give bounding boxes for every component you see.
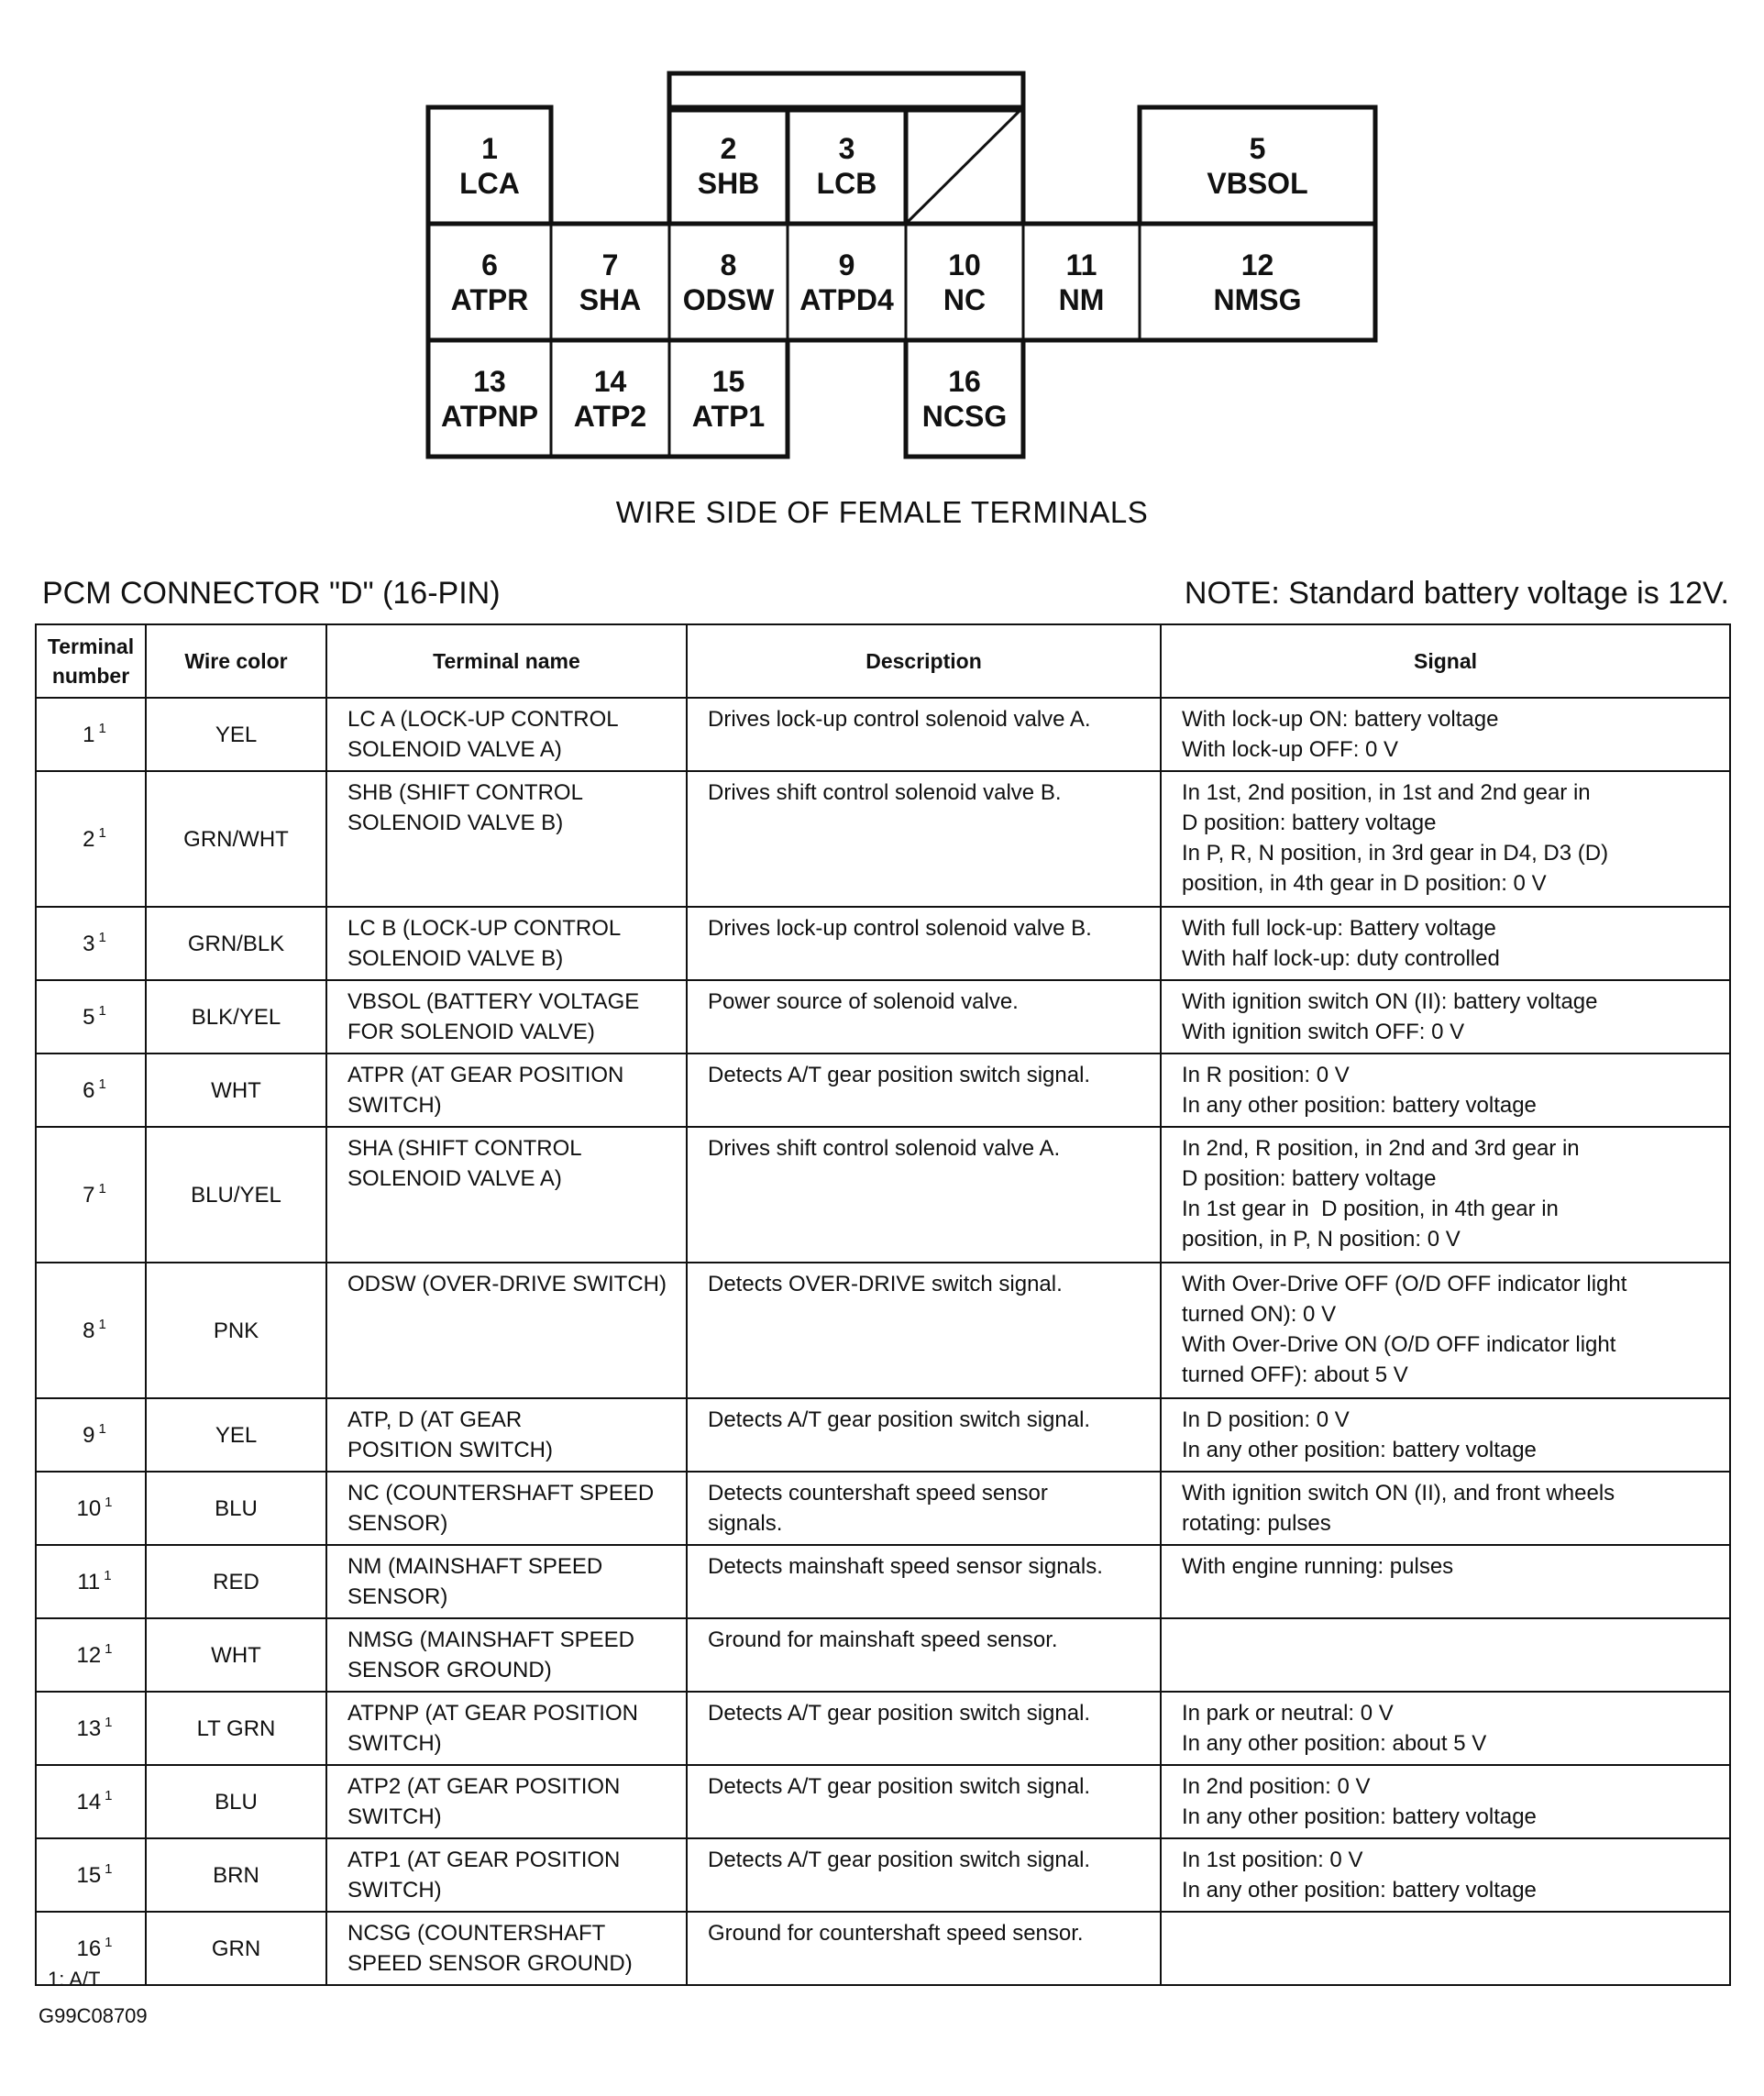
signal-line: turned OFF): about 5 V <box>1182 1362 1408 1387</box>
terminal-code: ATPNP <box>440 399 539 433</box>
footnote-mark: 1 <box>105 1494 113 1510</box>
terminal-3 <box>788 107 906 224</box>
terminal-name-cell <box>326 1054 687 1127</box>
terminal-number: 14 <box>593 364 627 398</box>
header-signal: Signal <box>1161 624 1730 698</box>
footnote-mark: 1 <box>105 1860 113 1877</box>
signal-line: In 2nd position: 0 V <box>1182 1774 1371 1799</box>
terminal-name-line: FOR SOLENOID VALVE) <box>347 1020 595 1044</box>
terminal-number-cell <box>36 1692 146 1765</box>
footnote-mark: 1 <box>98 1420 106 1437</box>
table-row <box>36 1618 1730 1692</box>
description-cell <box>687 698 1161 771</box>
header-terminal-number <box>36 624 146 698</box>
signal-line: With half lock-up: duty controlled <box>1182 946 1500 971</box>
signal-line: With lock-up OFF: 0 V <box>1182 737 1399 762</box>
signal-cell <box>1161 1692 1730 1765</box>
table-row <box>36 1912 1730 1985</box>
signal-cell <box>1161 1398 1730 1472</box>
terminal-name-line: SENSOR) <box>347 1511 448 1536</box>
signal-line: In any other position: battery voltage <box>1182 1438 1537 1462</box>
terminal-number: 16 <box>76 1936 102 1961</box>
voltage-note: NOTE: Standard battery voltage is 12V. <box>1184 576 1729 611</box>
signal-line: In 2nd, R position, in 2nd and 3rd gear in <box>1182 1136 1580 1161</box>
signal-line: In any other position: battery voltage <box>1182 1804 1537 1829</box>
description-cell <box>687 1263 1161 1398</box>
connector-caption: WIRE SIDE OF FEMALE TERMINALS <box>615 495 1149 529</box>
terminal-name-line: SWITCH) <box>347 1878 442 1903</box>
terminal-number: 11 <box>77 1569 101 1594</box>
terminal-name-line: SOLENOID VALVE B) <box>347 811 564 835</box>
terminal-9 <box>788 224 906 340</box>
terminal-name-line: SOLENOID VALVE A) <box>347 737 562 762</box>
description-line: signals. <box>708 1511 783 1536</box>
signal-cell <box>1161 907 1730 980</box>
terminal-number: 8 <box>83 1318 95 1343</box>
signal-line: rotating: pulses <box>1182 1511 1331 1536</box>
terminal-number-cell <box>36 1545 146 1618</box>
description-line: Drives lock-up control solenoid valve A. <box>708 707 1091 732</box>
terminal-name-line: ATPR (AT GEAR POSITION <box>347 1063 624 1087</box>
signal-line: In any other position: battery voltage <box>1182 1878 1537 1903</box>
terminal-6 <box>428 224 551 340</box>
terminal-number-cell <box>36 1472 146 1545</box>
table-row <box>36 1838 1730 1912</box>
description-cell <box>687 1472 1161 1545</box>
terminal-name-line: NMSG (MAINSHAFT SPEED <box>347 1627 634 1652</box>
description-line: Detects A/T gear position switch signal. <box>708 1774 1091 1799</box>
terminal-name-line: LC B (LOCK-UP CONTROL <box>347 916 622 941</box>
terminal-name-cell <box>326 1545 687 1618</box>
signal-line: In P, R, N position, in 3rd gear in D4, D3 (D) <box>1182 841 1609 866</box>
table-row <box>36 980 1730 1054</box>
terminal-name-line: SENSOR) <box>347 1584 448 1609</box>
description-cell <box>687 1545 1161 1618</box>
pin-table-body <box>36 698 1730 1985</box>
terminal-number: 13 <box>473 364 506 398</box>
terminal-number: 10 <box>76 1495 102 1521</box>
terminal-number: 7 <box>601 248 619 281</box>
signal-line: With lock-up ON: battery voltage <box>1182 707 1499 732</box>
terminal-name-line: NCSG (COUNTERSHAFT <box>347 1921 606 1946</box>
wire-color-cell: BLK/YEL <box>146 980 326 1054</box>
terminal-number: 10 <box>948 248 981 281</box>
signal-line: D position: battery voltage <box>1182 811 1437 835</box>
terminal-number-cell <box>36 907 146 980</box>
terminal-code: NC <box>943 282 987 316</box>
footnote-mark: 1 <box>104 1567 112 1583</box>
terminal-code: SHB <box>697 166 760 200</box>
description-line: Drives lock-up control solenoid valve B. <box>708 916 1092 941</box>
table-row <box>36 1692 1730 1765</box>
connector-diagram <box>0 0 1764 477</box>
description-line: Detects OVER-DRIVE switch signal. <box>708 1272 1063 1296</box>
table-row <box>36 1545 1730 1618</box>
terminal-12 <box>1140 224 1375 340</box>
terminal-number-cell <box>36 1263 146 1398</box>
terminal-name-cell <box>326 1263 687 1398</box>
terminal-10 <box>906 224 1023 340</box>
signal-line: position, in 4th gear in D position: 0 V <box>1182 871 1547 896</box>
terminal-name-line: POSITION SWITCH) <box>347 1438 553 1462</box>
terminal-name-line: SOLENOID VALVE A) <box>347 1166 562 1191</box>
terminal-2 <box>669 107 788 224</box>
wire-color-cell: PNK <box>146 1263 326 1398</box>
wire-color-cell: YEL <box>146 1398 326 1472</box>
terminal-number: 13 <box>76 1715 102 1741</box>
terminal-name-line: SPEED SENSOR GROUND) <box>347 1951 633 1976</box>
terminal-number: 15 <box>76 1862 102 1888</box>
terminal-16 <box>906 340 1023 457</box>
table-row <box>36 1398 1730 1472</box>
terminal-number: 14 <box>76 1789 102 1815</box>
table-header-row <box>36 624 1730 698</box>
terminal-code: VBSOL <box>1207 166 1308 200</box>
terminal-number: 9 <box>83 1422 95 1448</box>
terminal-number: 6 <box>481 248 498 281</box>
terminal-number: 9 <box>838 248 855 281</box>
terminal-name-line: SWITCH) <box>347 1804 442 1829</box>
signal-cell <box>1161 698 1730 771</box>
wire-color-cell: RED <box>146 1545 326 1618</box>
terminal-5 <box>1140 107 1375 224</box>
terminal-code: ATPR <box>450 282 529 316</box>
description-line: Detects A/T gear position switch signal. <box>708 1063 1091 1087</box>
terminal-name-cell <box>326 1472 687 1545</box>
wire-color-cell: BLU <box>146 1472 326 1545</box>
footnote-mark: 1 <box>98 720 106 736</box>
description-cell <box>687 1398 1161 1472</box>
wire-color-cell: LT GRN <box>146 1692 326 1765</box>
terminal-code: NMSG <box>1213 282 1302 316</box>
signal-cell <box>1161 980 1730 1054</box>
table-row <box>36 1127 1730 1263</box>
terminal-number-cell <box>36 1054 146 1127</box>
terminal-number: 11 <box>1065 248 1097 281</box>
signal-line: In any other position: about 5 V <box>1182 1731 1487 1756</box>
description-line: Ground for countershaft speed sensor. <box>708 1921 1084 1946</box>
wire-color-cell: GRN/BLK <box>146 907 326 980</box>
terminal-code: ATPD4 <box>799 282 894 316</box>
terminal-name-line: NM (MAINSHAFT SPEED <box>347 1554 603 1579</box>
wire-color-cell: BRN <box>146 1838 326 1912</box>
signal-cell <box>1161 1618 1730 1692</box>
wire-color-cell: GRN/WHT <box>146 771 326 907</box>
signal-cell <box>1161 1263 1730 1398</box>
terminal-name-cell <box>326 1618 687 1692</box>
terminal-code: SHA <box>579 282 642 316</box>
terminal-8 <box>669 224 788 340</box>
terminal-name-cell <box>326 1692 687 1765</box>
terminal-code: NM <box>1058 282 1105 316</box>
footnote-mark: 1 <box>105 1787 113 1804</box>
footnote-mark: 1 <box>98 1316 106 1332</box>
terminal-code: ODSW <box>682 282 775 316</box>
terminal-number: 3 <box>83 931 95 956</box>
terminal-number: 8 <box>720 248 737 281</box>
terminal-13 <box>428 340 551 457</box>
signal-line: With full lock-up: Battery voltage <box>1182 916 1496 941</box>
signal-line: In 1st position: 0 V <box>1182 1848 1363 1872</box>
terminal-1 <box>428 107 551 224</box>
terminal-code: LCA <box>459 166 520 200</box>
terminal-number: 6 <box>83 1077 95 1103</box>
wire-color-cell: BLU <box>146 1765 326 1838</box>
signal-line: In 1st gear in D position, in 4th gear in <box>1182 1197 1559 1221</box>
terminal-name-line: SOLENOID VALVE B) <box>347 946 564 971</box>
wire-color-cell: GRN <box>146 1912 326 1985</box>
header-terminal-line2: number <box>51 664 130 688</box>
signal-line: In D position: 0 V <box>1182 1407 1350 1432</box>
description-cell <box>687 771 1161 907</box>
terminal-number-cell <box>36 1838 146 1912</box>
terminal-name-cell <box>326 1398 687 1472</box>
terminal-name-line: ATP, D (AT GEAR <box>347 1407 523 1432</box>
description-cell <box>687 1765 1161 1838</box>
terminal-number-cell <box>36 1398 146 1472</box>
description-line: Power source of solenoid valve. <box>708 989 1019 1014</box>
terminal-name-cell <box>326 698 687 771</box>
terminal-name-line: LC A (LOCK-UP CONTROL <box>347 707 619 732</box>
terminal-name-line: SENSOR GROUND) <box>347 1658 552 1682</box>
description-line: Detects A/T gear position switch signal. <box>708 1848 1091 1872</box>
terminal-15 <box>669 340 788 457</box>
signal-cell <box>1161 771 1730 907</box>
terminal-name-cell <box>326 980 687 1054</box>
terminal-number: 7 <box>83 1182 95 1208</box>
terminal-number: 15 <box>711 364 745 398</box>
terminal-name-line: SHB (SHIFT CONTROL <box>347 780 583 805</box>
terminal-number-cell <box>36 771 146 907</box>
header-terminal-line1: Terminal <box>47 634 135 658</box>
description-cell <box>687 1912 1161 1985</box>
footnote: 1: A/T <box>48 1968 101 1991</box>
table-row <box>36 771 1730 907</box>
signal-line: In 1st, 2nd position, in 1st and 2nd gear in <box>1182 780 1591 805</box>
signal-line: In any other position: battery voltage <box>1182 1093 1537 1118</box>
terminal-number-cell <box>36 1618 146 1692</box>
terminal-number-cell <box>36 980 146 1054</box>
description-line: Detects A/T gear position switch signal. <box>708 1701 1091 1726</box>
signal-line: With Over-Drive OFF (O/D OFF indicator light <box>1182 1272 1627 1296</box>
description-cell <box>687 980 1161 1054</box>
figure-id: G99C08709 <box>39 2004 148 2027</box>
terminal-number: 1 <box>481 131 498 165</box>
table-row <box>36 1263 1730 1398</box>
signal-cell <box>1161 1912 1730 1985</box>
signal-cell <box>1161 1054 1730 1127</box>
signal-line: With ignition switch ON (II), and front wheels <box>1182 1481 1615 1506</box>
terminal-14 <box>551 340 669 457</box>
signal-cell <box>1161 1127 1730 1263</box>
table-row <box>36 907 1730 980</box>
description-cell <box>687 1692 1161 1765</box>
table-title: PCM CONNECTOR "D" (16-PIN) <box>42 576 501 611</box>
terminal-number: 2 <box>720 131 737 165</box>
terminal-name-line: SHA (SHIFT CONTROL <box>347 1136 582 1161</box>
description-cell <box>687 907 1161 980</box>
signal-line: D position: battery voltage <box>1182 1166 1437 1191</box>
signal-cell <box>1161 1472 1730 1545</box>
terminal-number-cell <box>36 1127 146 1263</box>
signal-cell <box>1161 1838 1730 1912</box>
terminal-code: LCB <box>816 166 877 200</box>
terminal-name-line: SWITCH) <box>347 1731 442 1756</box>
terminal-name-line: ATPNP (AT GEAR POSITION <box>347 1701 638 1726</box>
footnote-mark: 1 <box>105 1640 113 1657</box>
pin-table <box>35 623 1731 1986</box>
footnote-mark: 1 <box>98 1076 106 1092</box>
description-line: Ground for mainshaft speed sensor. <box>708 1627 1058 1652</box>
signal-cell <box>1161 1545 1730 1618</box>
wire-color-cell: YEL <box>146 698 326 771</box>
terminal-name-cell <box>326 1912 687 1985</box>
terminal-7 <box>551 224 669 340</box>
footnote-mark: 1 <box>105 1714 113 1730</box>
terminal-name-cell <box>326 1127 687 1263</box>
signal-line: With engine running: pulses <box>1182 1554 1454 1579</box>
terminal-number: 5 <box>1249 131 1266 165</box>
footnote-mark: 1 <box>98 824 106 841</box>
terminal-number: 1 <box>83 722 95 747</box>
terminal-name-line: ATP2 (AT GEAR POSITION <box>347 1774 621 1799</box>
table-row <box>36 698 1730 771</box>
terminal-name-cell <box>326 907 687 980</box>
header-description: Description <box>687 624 1161 698</box>
footnote-mark: 1 <box>98 929 106 945</box>
signal-line: With ignition switch OFF: 0 V <box>1182 1020 1465 1044</box>
terminal-number-cell <box>36 1765 146 1838</box>
terminal-number: 16 <box>948 364 981 398</box>
wire-color-cell: BLU/YEL <box>146 1127 326 1263</box>
terminal-code: ATP1 <box>691 399 766 433</box>
description-line: Drives shift control solenoid valve A. <box>708 1136 1061 1161</box>
terminal-name-cell <box>326 771 687 907</box>
terminal-number: 3 <box>838 131 855 165</box>
description-cell <box>687 1618 1161 1692</box>
description-cell <box>687 1054 1161 1127</box>
terminal-number: 12 <box>1240 248 1274 281</box>
terminal-name-cell <box>326 1765 687 1838</box>
signal-line: In R position: 0 V <box>1182 1063 1350 1087</box>
description-line: Detects A/T gear position switch signal. <box>708 1407 1091 1432</box>
terminal-code: NCSG <box>921 399 1008 433</box>
terminal-number-cell <box>36 698 146 771</box>
signal-line: position, in P, N position: 0 V <box>1182 1227 1461 1252</box>
terminal-name-line: VBSOL (BATTERY VOLTAGE <box>347 989 640 1014</box>
terminal-name-line: ATP1 (AT GEAR POSITION <box>347 1848 621 1872</box>
signal-line: In park or neutral: 0 V <box>1182 1701 1394 1726</box>
terminal-name-cell <box>326 1838 687 1912</box>
description-line: Detects mainshaft speed sensor signals. <box>708 1554 1103 1579</box>
footnote-mark: 1 <box>105 1934 113 1950</box>
terminal-name-line: NC (COUNTERSHAFT SPEED <box>347 1481 655 1506</box>
description-line: Detects countershaft speed sensor <box>708 1481 1048 1506</box>
wire-color-cell: WHT <box>146 1618 326 1692</box>
description-cell <box>687 1127 1161 1263</box>
terminal-number: 5 <box>83 1004 95 1030</box>
header-wire-color: Wire color <box>146 624 326 698</box>
signal-line: With ignition switch ON (II): battery voltage <box>1182 989 1598 1014</box>
terminal-11 <box>1023 224 1140 340</box>
terminal-code: ATP2 <box>573 399 647 433</box>
terminal-number: 2 <box>83 826 95 852</box>
wire-color-cell: WHT <box>146 1054 326 1127</box>
terminal-name-line: ODSW (OVER-DRIVE SWITCH) <box>347 1272 667 1296</box>
table-row <box>36 1054 1730 1127</box>
table-row <box>36 1765 1730 1838</box>
signal-line: turned ON): 0 V <box>1182 1302 1337 1327</box>
footnote-mark: 1 <box>98 1180 106 1197</box>
description-line: Drives shift control solenoid valve B. <box>708 780 1062 805</box>
signal-line: With Over-Drive ON (O/D OFF indicator light <box>1182 1332 1616 1357</box>
signal-cell <box>1161 1765 1730 1838</box>
terminal-number: 12 <box>76 1642 102 1668</box>
header-terminal-name: Terminal name <box>326 624 687 698</box>
terminal-name-line: SWITCH) <box>347 1093 442 1118</box>
footnote-mark: 1 <box>98 1002 106 1019</box>
table-row <box>36 1472 1730 1545</box>
description-cell <box>687 1838 1161 1912</box>
